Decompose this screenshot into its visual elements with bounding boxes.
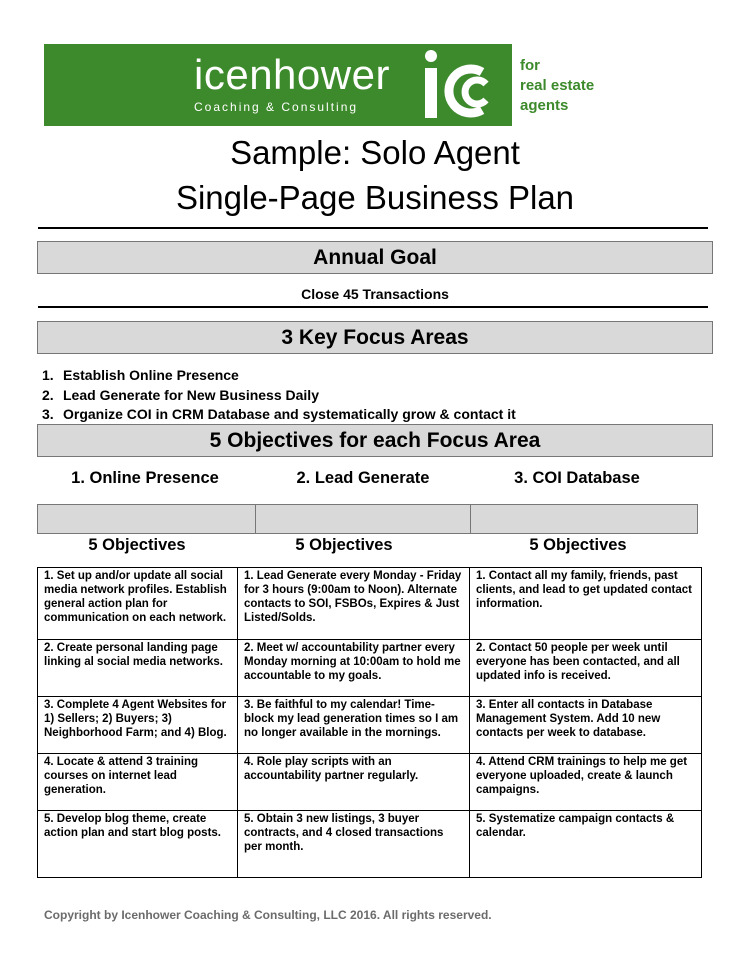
focus-area-item [42,405,516,425]
focus-areas-header: 3 Key Focus Areas [37,321,713,354]
objective-cell: 2. Meet w/ accountability partner every Monday morning at 10:00am to hold me accountable to my goals. [238,640,470,697]
focus-area-text: Establish Online Presence [63,367,239,383]
objective-cell: 1. Contact all my family, friends, past clients, and lead to get updated contact information. [470,568,702,640]
objective-cell: 1. Set up and/or update all social media network profiles. Establish general action plan for communication on each network. [38,568,238,640]
objective-cell: 2. Create personal landing page linking al social media networks. [38,640,238,697]
objective-cell: 5. Develop blog theme, create action plan and start blog posts. [38,811,238,878]
column-header-online-presence: 1. Online Presence [71,469,219,487]
objective-cell: 2. Contact 50 people per week until everyone has been contacted, and all updated info is received. [470,640,702,697]
copyright-notice: Copyright by Icenhower Coaching & Consulting, LLC 2016. All rights reserved. [44,908,492,922]
logo-banner [44,44,512,126]
title-divider [38,227,708,229]
focus-area-item [42,366,516,386]
logo-subtitle: Coaching & Consulting [194,100,359,114]
objective-cell: 4. Locate & attend 3 training courses on internet lead generation. [38,754,238,811]
objectives-subheader-3: 5 Objectives [529,536,627,554]
focus-area-number: 1. [42,367,54,383]
objective-cell: 5. Obtain 3 new listings, 3 buyer contracts, and 4 closed transactions per month. [238,811,470,878]
icc-logo-icon [422,48,500,122]
page-title-line-2: Single-Page Business Plan [175,179,575,216]
table-row [38,754,702,811]
strip-cell [38,505,256,533]
annual-goal-header: Annual Goal [37,241,713,274]
objectives-subheader-2: 5 Objectives [295,536,393,554]
annual-goal-value: Close 45 Transactions [301,286,449,302]
objectives-header: 5 Objectives for each Focus Area [37,424,713,457]
objective-cell: 4. Attend CRM trainings to help me get everyone uploaded, create & launch campaigns. [470,754,702,811]
strip-cell [471,505,697,533]
page-title-line-1: Sample: Solo Agent [230,134,520,171]
strip-cell [256,505,470,533]
column-header-lead-generate: 2. Lead Generate [296,469,430,487]
tagline-line: for [520,57,540,74]
table-row [38,568,702,640]
objective-cell: 4. Role play scripts with an accountability partner regularly. [238,754,470,811]
column-header-coi-database: 3. COI Database [514,469,640,487]
focus-areas-list [42,366,516,425]
focus-area-number: 2. [42,386,54,403]
objectives-subheader-1: 5 Objectives [88,536,186,554]
focus-area-text: Lead Generate for New Business Daily [63,386,319,403]
empty-header-strip [37,504,698,534]
focus-area-number: 3. [42,406,54,422]
objective-cell: 3. Be faithful to my calendar! Time-block my lead generation times so I am no longer available in the mornings. [238,697,470,754]
logo-tagline [520,56,630,116]
table-row [38,811,702,878]
objectives-table [37,567,702,878]
tagline-line: agents [520,97,569,114]
objective-cell: 1. Lead Generate every Monday - Friday for 3 hours (9:00am to Noon). Alternate contacts to SOI, FSBOs, Expires & Just Listed/Solds. [238,568,470,640]
logo-wordmark: icenhower [194,51,390,98]
objective-cell: 5. Systematize campaign contacts & calendar. [470,811,702,878]
table-row [38,640,702,697]
focus-area-item [42,386,516,406]
annual-goal-divider [38,306,708,308]
tagline-line: real estate [520,77,595,94]
objective-cell: 3. Enter all contacts in Database Management System. Add 10 new contacts per week to database. [470,697,702,754]
table-row [38,697,702,754]
focus-area-text: Organize COI in CRM Database and systematically grow & contact it [63,406,516,422]
objective-cell: 3. Complete 4 Agent Websites for 1) Sellers; 2) Buyers; 3) Neighborhood Farm; and 4) Blog. [38,697,238,754]
